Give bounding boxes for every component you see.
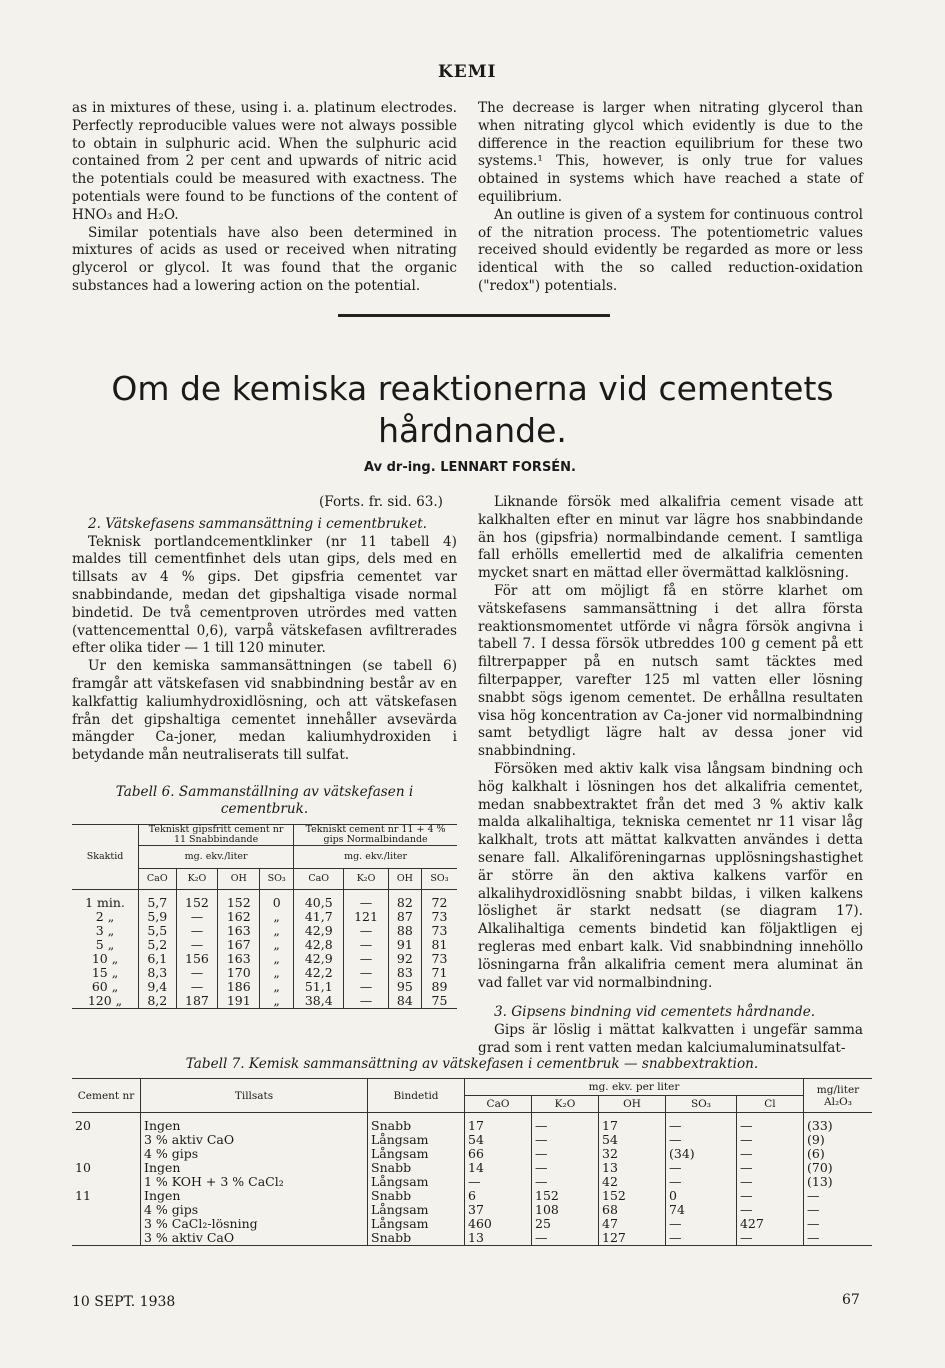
table-cell: 13 bbox=[599, 1161, 666, 1175]
table-cell: „ bbox=[260, 924, 294, 938]
table-row bbox=[72, 1231, 872, 1246]
table-cell: 20 bbox=[75, 1118, 91, 1133]
table-cell: 92 bbox=[388, 952, 421, 966]
table-cell: 427 bbox=[736, 1217, 803, 1231]
table-cell: — bbox=[666, 1217, 737, 1231]
table-cell: — bbox=[176, 938, 218, 952]
table-cell: Snabb bbox=[368, 1113, 465, 1134]
col-header: K₂O bbox=[176, 869, 218, 890]
col-header: Tillsats bbox=[141, 1079, 368, 1113]
table-cell: 5,5 bbox=[139, 924, 177, 938]
top-left-column bbox=[72, 100, 457, 296]
col-header: OH bbox=[599, 1096, 666, 1113]
table-cell: 170 bbox=[218, 966, 260, 980]
table-cell: 17 bbox=[465, 1113, 532, 1134]
col-header: SO₃ bbox=[666, 1096, 737, 1113]
table-cell: — bbox=[344, 966, 388, 980]
table-cell: 10 bbox=[75, 1160, 91, 1175]
table-cell: 71 bbox=[421, 966, 457, 980]
table-cell: 83 bbox=[388, 966, 421, 980]
table-cell: — bbox=[532, 1161, 599, 1175]
paragraph: The decrease is larger when nitrating glycerol than when nitrating glycol which evidently is due to the difference in the reaction equilibrium for these two systems.¹ This, however, is only true for values obtained in systems which have reached a state of equilibrium. bbox=[478, 100, 863, 205]
table-cell: — bbox=[344, 924, 388, 938]
col-header: SO₃ bbox=[260, 869, 294, 890]
table-cell: 42,8 bbox=[294, 938, 344, 952]
table-row bbox=[72, 890, 457, 911]
table-cell: — bbox=[532, 1231, 599, 1246]
unit-label: mg. ekv. per liter bbox=[465, 1079, 804, 1096]
table-cell: 17 bbox=[599, 1113, 666, 1134]
table-cell: (13) bbox=[804, 1175, 873, 1189]
article-title: Om de kemiska reaktionerna vid cementets hårdnande. bbox=[111, 369, 834, 450]
table-cell: Ingen bbox=[141, 1113, 368, 1134]
col-header: K₂O bbox=[344, 869, 388, 890]
table-cell bbox=[72, 1217, 141, 1231]
table-cell: Långsam bbox=[368, 1133, 465, 1147]
table-6 bbox=[72, 824, 457, 1009]
paragraph: Teknisk portlandcementklinker (nr 11 tabell 4) maldes till cementfinhet dels utan gips, dels med en tillsats av 4 % gips. Det gipsfria cementet var snabbindande, medan det gipshaltiga visade normal bindetid. De två cementproven utrördes med vatten (vattencementtal 0,6), varpå vätskefasen avfiltrerades efter olika tider — 1 till 120 minuter. bbox=[72, 533, 457, 657]
table-row bbox=[72, 1113, 872, 1134]
table-cell: 11 bbox=[75, 1188, 91, 1203]
table-cell: 5,7 bbox=[139, 890, 177, 911]
table-cell: 191 bbox=[218, 994, 260, 1009]
table-cell: 73 bbox=[421, 924, 457, 938]
table-cell: 1 min. bbox=[85, 895, 125, 910]
table-cell: — bbox=[666, 1231, 737, 1246]
section-header: KEMI bbox=[438, 62, 497, 82]
paragraph: as in mixtures of these, using i. a. platinum electrodes. Perfectly reproducible values were not always possible to obtain in sulphuric acid. When the sulphuric acid contained from 2 per cent and upwards of nitric acid the potentials could be measured with exactness. The potentials were found to be functions of the content of HNO₃ and H₂O. bbox=[72, 100, 457, 223]
table-cell: 8,3 bbox=[139, 966, 177, 980]
paragraph: Similar potentials have also been determined in mixtures of acids as used or received when nitrating glycerol or glycol. It was found that the organic substances had a lowering action on the potential. bbox=[72, 224, 457, 294]
table-cell: Långsam bbox=[368, 1217, 465, 1231]
table-row bbox=[72, 966, 457, 980]
table-cell: 47 bbox=[599, 1217, 666, 1231]
table-7 bbox=[72, 1078, 872, 1246]
table-cell bbox=[72, 1231, 141, 1246]
paragraph: An outline is given of a system for continuous control of the nitration process. The potentiometric values received should evidently be regarded as more or less identical with the so called reduction-oxidation ("redox") potentials. bbox=[478, 206, 863, 294]
table-cell: 10 „ bbox=[91, 951, 119, 966]
table-row bbox=[72, 1133, 872, 1147]
table-cell: — bbox=[666, 1133, 737, 1147]
col-header: Bindetid bbox=[368, 1079, 465, 1113]
table-cell: 6 bbox=[465, 1189, 532, 1203]
table-cell: 4 % gips bbox=[141, 1147, 368, 1161]
table-cell: — bbox=[532, 1113, 599, 1134]
table-cell: — bbox=[666, 1113, 737, 1134]
table-cell bbox=[72, 1147, 141, 1161]
table-cell: — bbox=[736, 1133, 803, 1147]
table-cell: — bbox=[736, 1175, 803, 1189]
table-row bbox=[72, 980, 457, 994]
col-header: SO₃ bbox=[421, 869, 457, 890]
table-cell: 91 bbox=[388, 938, 421, 952]
table-cell: 73 bbox=[421, 910, 457, 924]
table-cell: 37 bbox=[465, 1203, 532, 1217]
table-cell: Långsam bbox=[368, 1175, 465, 1189]
group-header: Tekniskt cement nr 11 + 4 % gips Normalbindande bbox=[294, 825, 457, 846]
article-right-column bbox=[478, 494, 863, 1058]
table-cell: — bbox=[736, 1189, 803, 1203]
byline: Av dr-ing. LENNART FORSÉN. bbox=[364, 460, 576, 475]
table-cell: — bbox=[736, 1161, 803, 1175]
table-cell: 81 bbox=[421, 938, 457, 952]
table-cell: 15 „ bbox=[91, 965, 119, 980]
table-cell: 68 bbox=[599, 1203, 666, 1217]
table-cell: — bbox=[804, 1217, 873, 1231]
table-cell: 121 bbox=[344, 910, 388, 924]
table-row bbox=[72, 952, 457, 966]
col-header: Cement nr bbox=[72, 1079, 141, 1113]
paragraph: För att om möjligt få en större klarhet om vätskefasens sammansättning i det allra första reaktionsmomentet utförde vi några försök angivna i tabell 7. I dessa försök utbreddes 100 g cement på ett filtrerpapper på en nutsch samt täcktes med filterpapper, varefter 125 ml vatten eller lösning snabbt sögs igenom cementet. De erhållna resultaten visa hög koncentration av Ca-joner vid normalbindning samt betydligt lägre halt av dessa joner vid snabbindning. bbox=[478, 582, 863, 760]
table-cell: 152 bbox=[599, 1189, 666, 1203]
table-cell: 186 bbox=[218, 980, 260, 994]
table-cell: 4 % gips bbox=[141, 1203, 368, 1217]
group-header: Tekniskt gipsfritt cement nr 11 Snabbindande bbox=[139, 825, 294, 846]
col-header: Skaktid bbox=[72, 825, 139, 890]
issue-date: 10 SEPT. 1938 bbox=[72, 1294, 176, 1310]
table-cell: 3 % aktiv CaO bbox=[141, 1133, 368, 1147]
table-cell: 120 „ bbox=[87, 993, 123, 1008]
table-cell: 3 % CaCl₂-lösning bbox=[141, 1217, 368, 1231]
table-cell: 73 bbox=[421, 952, 457, 966]
table-cell: 3 „ bbox=[95, 923, 115, 938]
table-cell: 88 bbox=[388, 924, 421, 938]
table-cell: 89 bbox=[421, 980, 457, 994]
table-cell: 75 bbox=[421, 994, 457, 1009]
table-cell: „ bbox=[260, 910, 294, 924]
col-header: OH bbox=[218, 869, 260, 890]
unit-label: mg. ekv./liter bbox=[139, 846, 294, 869]
table-row bbox=[72, 1147, 872, 1161]
table-row bbox=[72, 994, 457, 1009]
table-cell: 5 „ bbox=[95, 937, 115, 952]
table-cell: 2 „ bbox=[95, 909, 115, 924]
table-cell: — bbox=[736, 1147, 803, 1161]
table-cell: — bbox=[176, 966, 218, 980]
table-cell: 54 bbox=[465, 1133, 532, 1147]
table-cell: 108 bbox=[532, 1203, 599, 1217]
table-cell: 42 bbox=[599, 1175, 666, 1189]
table-row bbox=[72, 1217, 872, 1231]
table-cell: — bbox=[736, 1203, 803, 1217]
table-cell: Snabb bbox=[368, 1189, 465, 1203]
table-cell: 32 bbox=[599, 1147, 666, 1161]
table-cell: 0 bbox=[260, 890, 294, 911]
table-cell: „ bbox=[260, 952, 294, 966]
table-cell: — bbox=[465, 1175, 532, 1189]
table-cell: 8,2 bbox=[139, 994, 177, 1009]
table-cell: — bbox=[344, 890, 388, 911]
table-cell: 42,9 bbox=[294, 924, 344, 938]
table-cell: — bbox=[666, 1175, 737, 1189]
table-cell: „ bbox=[260, 980, 294, 994]
table-cell: 72 bbox=[421, 890, 457, 911]
table-cell: — bbox=[736, 1231, 803, 1246]
table-row bbox=[72, 938, 457, 952]
table-cell: 156 bbox=[176, 952, 218, 966]
table-cell bbox=[72, 1203, 141, 1217]
table-cell: 163 bbox=[218, 952, 260, 966]
table-cell: Snabb bbox=[368, 1231, 465, 1246]
table-row bbox=[72, 1161, 872, 1175]
table-row bbox=[72, 1189, 872, 1203]
table-cell: — bbox=[532, 1147, 599, 1161]
table-row bbox=[72, 1203, 872, 1217]
table-cell: 54 bbox=[599, 1133, 666, 1147]
table-cell: 25 bbox=[532, 1217, 599, 1231]
paragraph: Försöken med aktiv kalk visa långsam bindning och hög kalkhalt i lösningen hos det alkalifria cementet, medan snabbextraktet från det med 3 % aktiv kalk malda alkalihaltiga, tekniska cementet nr 11 visar låg kalkhalt, trots att mättat kalkvatten användes i detta senare fall. Alkaliföreningarnas upplösningshastighet är större än den aktiva kalkens varför en alkalihydroxidlösning snabbt bildas, i vilken kalkens löslighet är starkt nedsatt (se diagram 17). Alkalihaltiga cements bindetid kan följaktligen ej regleras med enbart kalk. Vid snabbindning innehöllo lösningarna från alkalifria cement mera aluminat än vad fallet var vid normalbindning. bbox=[478, 760, 863, 991]
table-cell: 9,4 bbox=[139, 980, 177, 994]
table-cell: (33) bbox=[804, 1113, 873, 1134]
table-cell: (70) bbox=[804, 1161, 873, 1175]
table-cell: Snabb bbox=[368, 1161, 465, 1175]
table-cell: 152 bbox=[532, 1189, 599, 1203]
table-cell: 14 bbox=[465, 1161, 532, 1175]
col-header: OH bbox=[388, 869, 421, 890]
table-cell: — bbox=[176, 924, 218, 938]
table-cell: (34) bbox=[666, 1147, 737, 1161]
col-header: CaO bbox=[139, 869, 177, 890]
table-cell: — bbox=[804, 1189, 873, 1203]
section-heading: 3. Gipsens bindning vid cementets hårdnande. bbox=[494, 1004, 816, 1021]
table-cell: 162 bbox=[218, 910, 260, 924]
table-cell: — bbox=[344, 952, 388, 966]
table-cell: 1 % KOH + 3 % CaCl₂ bbox=[141, 1175, 368, 1189]
col-header: CaO bbox=[465, 1096, 532, 1113]
table-cell bbox=[72, 1133, 141, 1147]
table-cell: „ bbox=[260, 966, 294, 980]
table-cell: 13 bbox=[465, 1231, 532, 1246]
table-cell: — bbox=[736, 1113, 803, 1134]
table-cell: — bbox=[666, 1161, 737, 1175]
table-cell: Ingen bbox=[141, 1189, 368, 1203]
table-row bbox=[72, 924, 457, 938]
table-cell: 84 bbox=[388, 994, 421, 1009]
table-cell: 163 bbox=[218, 924, 260, 938]
continuation-note: (Forts. fr. sid. 63.) bbox=[318, 494, 443, 510]
table-cell: 0 bbox=[666, 1189, 737, 1203]
col-header: K₂O bbox=[532, 1096, 599, 1113]
table7-caption: Tabell 7. Kemisk sammansättning av vätskefasen i cementbruk — snabbextraktion. bbox=[185, 1056, 759, 1072]
table-cell: 152 bbox=[176, 890, 218, 911]
table-cell: „ bbox=[260, 994, 294, 1009]
table-cell: — bbox=[344, 980, 388, 994]
divider bbox=[338, 314, 610, 317]
table-row bbox=[72, 1175, 872, 1189]
table-cell: 51,1 bbox=[294, 980, 344, 994]
paragraph: Ur den kemiska sammansättningen (se tabell 6) framgår att vätskefasen vid snabbindning består av en kalkfattig kaliumhydroxidlösning, och att vätskefasen från det gipshaltiga cementet innehåller avsevärda mängder Ca-joner, medan kaliumhydroxiden i betydande mån neutraliserats till sulfat. bbox=[72, 658, 457, 764]
section-heading: 2. Vätskefasens sammansättning i cementbruket. bbox=[88, 515, 428, 532]
paragraph: Gips är löslig i mättat kalkvatten i ungefär samma grad som i rent vatten medan kalciumaluminatsulfat- bbox=[478, 1022, 863, 1056]
table-cell: — bbox=[344, 938, 388, 952]
table-cell bbox=[72, 1175, 141, 1189]
table6-caption: Tabell 6. Sammanställning av vätskefasen i cementbruk. bbox=[115, 784, 414, 817]
table-cell: 42,2 bbox=[294, 966, 344, 980]
table-cell: 66 bbox=[465, 1147, 532, 1161]
table-cell: 5,2 bbox=[139, 938, 177, 952]
table-cell: 95 bbox=[388, 980, 421, 994]
table-cell: 6,1 bbox=[139, 952, 177, 966]
table-row bbox=[72, 910, 457, 924]
table-cell: 460 bbox=[465, 1217, 532, 1231]
col-header: CaO bbox=[294, 869, 344, 890]
top-right-column bbox=[478, 100, 863, 296]
table-cell: „ bbox=[260, 938, 294, 952]
table-cell: — bbox=[344, 994, 388, 1009]
col-header: mg/liter Al₂O₃ bbox=[804, 1079, 873, 1113]
table-cell: 152 bbox=[218, 890, 260, 911]
table-cell: 42,9 bbox=[294, 952, 344, 966]
table-cell: Långsam bbox=[368, 1203, 465, 1217]
table-cell: — bbox=[176, 980, 218, 994]
col-header: Cl bbox=[736, 1096, 803, 1113]
table-cell: 38,4 bbox=[294, 994, 344, 1009]
table-cell: 127 bbox=[599, 1231, 666, 1246]
table-cell: 41,7 bbox=[294, 910, 344, 924]
table-cell: — bbox=[176, 910, 218, 924]
table-cell: 82 bbox=[388, 890, 421, 911]
table-cell: 167 bbox=[218, 938, 260, 952]
table-cell: (9) bbox=[804, 1133, 873, 1147]
table-cell: (6) bbox=[804, 1147, 873, 1161]
table-cell: 40,5 bbox=[294, 890, 344, 911]
table-cell: Långsam bbox=[368, 1147, 465, 1161]
table-cell: — bbox=[532, 1133, 599, 1147]
table-cell: 60 „ bbox=[91, 979, 119, 994]
page-number: 67 bbox=[842, 1292, 860, 1308]
unit-label: mg. ekv./liter bbox=[294, 846, 457, 869]
table-cell: 87 bbox=[388, 910, 421, 924]
table-cell: Ingen bbox=[141, 1161, 368, 1175]
table-cell: 187 bbox=[176, 994, 218, 1009]
table-cell: 3 % aktiv CaO bbox=[141, 1231, 368, 1246]
article-left-column bbox=[72, 494, 457, 765]
table-cell: 74 bbox=[666, 1203, 737, 1217]
table-cell: — bbox=[804, 1203, 873, 1217]
table-cell: — bbox=[804, 1231, 873, 1246]
table-cell: 5,9 bbox=[139, 910, 177, 924]
paragraph: Liknande försök med alkalifria cement visade att kalkhalten efter en minut var lägre hos snabbindande än hos (gipsfria) normalbindande cement. I samtliga fall erhölls emellertid med de alkalifria cementen mycket snart en mättad eller övermättad kalklösning. bbox=[478, 494, 863, 582]
table-cell: — bbox=[532, 1175, 599, 1189]
